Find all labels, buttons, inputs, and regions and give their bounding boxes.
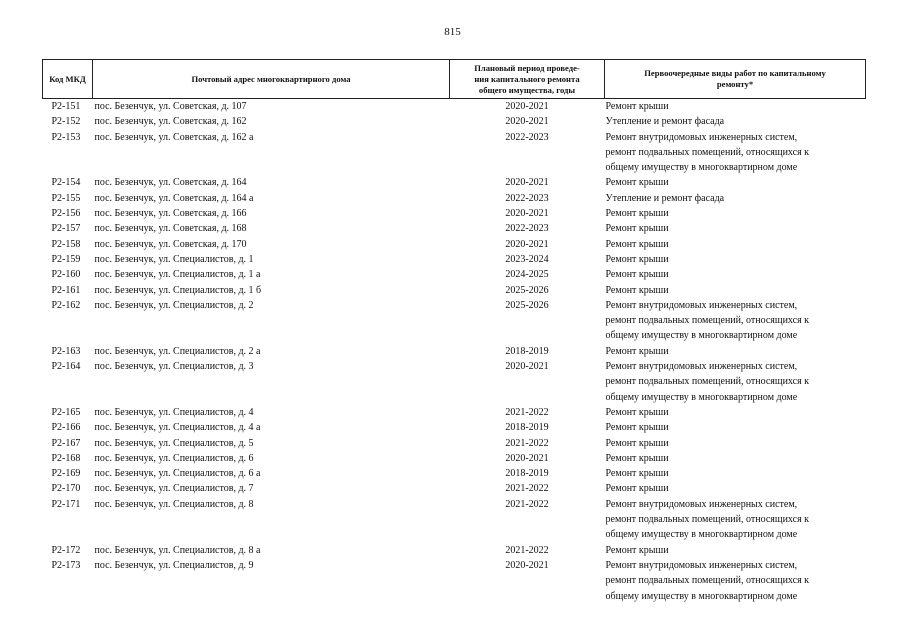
works-line: Ремонт крыши bbox=[605, 223, 669, 235]
period-cell: 2018-2019 bbox=[505, 468, 549, 480]
address-cell: пос. Безенчук, ул. Специалистов, д. 8 а bbox=[94, 544, 261, 556]
table-row bbox=[43, 451, 866, 466]
table-row bbox=[43, 543, 866, 558]
works-line: общему имуществу в многоквартирном доме bbox=[605, 529, 798, 541]
works-cell bbox=[605, 420, 866, 435]
address-cell: пос. Безенчук, ул. Специалистов, д. 6 а bbox=[94, 468, 261, 480]
period-cell: 2022-2023 bbox=[505, 131, 549, 143]
address-cell: пос. Безенчук, ул. Специалистов, д. 1 б bbox=[94, 284, 262, 296]
works-line: Ремонт крыши bbox=[605, 238, 669, 250]
works-cell bbox=[605, 267, 866, 282]
works-line: Ремонт крыши bbox=[605, 437, 669, 449]
works-line: ремонт подвальных помещений, относящихся к bbox=[605, 514, 810, 526]
address-cell: пос. Безенчук, ул. Специалистов, д. 3 bbox=[94, 361, 254, 373]
works-line: Ремонт внутридомовых инженерных систем, bbox=[605, 131, 798, 143]
address-cell: пос. Безенчук, ул. Советская, д. 107 bbox=[94, 101, 247, 112]
works-line: ремонт подвальных помещений, относящихся к bbox=[605, 376, 810, 388]
header-works-line: ремонту* bbox=[716, 79, 754, 89]
mkd-code-cell: Р2-164 bbox=[51, 361, 81, 373]
works-cell bbox=[605, 221, 866, 236]
works-line: Утепление и ремонт фасада bbox=[605, 116, 725, 128]
period-cell: 2020-2021 bbox=[505, 101, 549, 112]
mkd-code-cell: Р2-166 bbox=[51, 422, 81, 434]
works-line: ремонт подвальных помещений, относящихся к bbox=[605, 146, 810, 158]
works-cell bbox=[605, 130, 866, 176]
mkd-code-cell: Р2-153 bbox=[51, 131, 81, 143]
table-row bbox=[43, 405, 866, 420]
period-cell: 2020-2021 bbox=[505, 559, 549, 571]
table-row bbox=[43, 175, 866, 190]
table-row bbox=[43, 481, 866, 496]
works-cell bbox=[605, 283, 866, 298]
table-row bbox=[43, 420, 866, 435]
mkd-code-cell: Р2-157 bbox=[51, 223, 81, 235]
works-cell bbox=[605, 298, 866, 344]
period-cell: 2020-2021 bbox=[505, 361, 549, 373]
table-row bbox=[43, 344, 866, 359]
works-line: Ремонт крыши bbox=[605, 284, 669, 296]
works-line: общему имуществу в многоквартирном доме bbox=[605, 391, 798, 403]
page-number: 815 bbox=[444, 26, 461, 38]
table-row bbox=[43, 298, 866, 344]
period-cell: 2020-2021 bbox=[505, 177, 549, 189]
mkd-code-cell: Р2-162 bbox=[51, 299, 81, 311]
works-line: Ремонт внутридомовых инженерных систем, bbox=[605, 498, 798, 510]
header-works bbox=[605, 60, 866, 99]
period-cell: 2023-2024 bbox=[505, 253, 549, 265]
address-cell: пос. Безенчук, ул. Специалистов, д. 9 bbox=[94, 559, 254, 571]
works-line: общему имуществу в многоквартирном доме bbox=[605, 330, 798, 342]
address-cell: пос. Безенчук, ул. Советская, д. 164 а bbox=[94, 192, 254, 204]
header-period-line: общего имущества, годы bbox=[478, 84, 576, 95]
period-cell: 2021-2022 bbox=[505, 498, 549, 510]
works-line: ремонт подвальных помещений, относящихся к bbox=[605, 315, 810, 327]
works-cell bbox=[605, 344, 866, 359]
table-row bbox=[43, 191, 866, 206]
mkd-code-cell: Р2-160 bbox=[51, 269, 81, 281]
mkd-code-cell: Р2-163 bbox=[51, 345, 81, 357]
works-line: ремонт подвальных помещений, относящихся к bbox=[605, 575, 810, 587]
mkd-code-cell: Р2-170 bbox=[51, 483, 81, 495]
works-line: Ремонт крыши bbox=[605, 406, 669, 418]
header-address: Почтовый адрес многоквартирного дома bbox=[93, 60, 450, 99]
mkd-code-cell: Р2-172 bbox=[51, 544, 81, 556]
header-code: Код МКД bbox=[43, 60, 93, 99]
table-row bbox=[43, 283, 866, 298]
mkd-code-cell: Р2-158 bbox=[51, 238, 81, 250]
works-line: Ремонт внутридомовых инженерных систем, bbox=[605, 361, 798, 373]
address-cell: пос. Безенчук, ул. Специалистов, д. 1 bbox=[94, 253, 254, 265]
mkd-code-cell: Р2-155 bbox=[51, 192, 81, 204]
table-row bbox=[43, 252, 866, 267]
works-line: общему имуществу в многоквартирном доме bbox=[605, 162, 798, 174]
mkd-code-cell: Р2-171 bbox=[51, 498, 81, 510]
table-row bbox=[43, 99, 866, 115]
header-period-line: Плановый период проведе- bbox=[474, 62, 580, 73]
address-cell: пос. Безенчук, ул. Советская, д. 162 bbox=[94, 116, 247, 128]
period-cell: 2022-2023 bbox=[505, 192, 549, 204]
period-cell: 2021-2022 bbox=[505, 406, 549, 418]
mkd-code-cell: Р2-165 bbox=[51, 406, 81, 418]
works-cell bbox=[605, 359, 866, 405]
mkd-code-cell: Р2-152 bbox=[51, 116, 81, 128]
period-cell: 2020-2021 bbox=[505, 208, 549, 220]
header-row bbox=[43, 60, 866, 99]
table-row bbox=[43, 359, 866, 405]
table-row bbox=[43, 237, 866, 252]
address-cell: пос. Безенчук, ул. Специалистов, д. 5 bbox=[94, 437, 254, 449]
mkd-code-cell: Р2-151 bbox=[51, 101, 81, 112]
address-cell: пос. Безенчук, ул. Советская, д. 166 bbox=[94, 208, 247, 220]
table-row bbox=[43, 558, 866, 604]
address-cell: пос. Безенчук, ул. Советская, д. 170 bbox=[94, 238, 247, 250]
works-line: общему имуществу в многоквартирном доме bbox=[605, 590, 798, 602]
works-line: Ремонт крыши bbox=[605, 101, 669, 112]
table-row bbox=[43, 466, 866, 481]
address-cell: пос. Безенчук, ул. Специалистов, д. 2 bbox=[94, 299, 254, 311]
mkd-code-cell: Р2-169 bbox=[51, 468, 81, 480]
address-cell: пос. Безенчук, ул. Советская, д. 162 а bbox=[94, 131, 254, 143]
works-line: Ремонт крыши bbox=[605, 345, 669, 357]
mkd-code-cell: Р2-159 bbox=[51, 253, 81, 265]
mkd-code-cell: Р2-167 bbox=[51, 437, 81, 449]
works-cell bbox=[605, 543, 866, 558]
works-line: Ремонт крыши bbox=[605, 269, 669, 281]
works-cell bbox=[605, 191, 866, 206]
works-cell bbox=[605, 481, 866, 496]
address-cell: пос. Безенчук, ул. Специалистов, д. 6 bbox=[94, 452, 254, 464]
period-cell: 2020-2021 bbox=[505, 116, 549, 128]
table-row bbox=[43, 436, 866, 451]
works-cell bbox=[605, 237, 866, 252]
works-cell bbox=[605, 175, 866, 190]
table-row bbox=[43, 267, 866, 282]
works-cell bbox=[605, 497, 866, 543]
period-cell: 2025-2026 bbox=[505, 299, 549, 311]
address-cell: пос. Безенчук, ул. Специалистов, д. 4 bbox=[94, 406, 254, 418]
works-cell bbox=[605, 252, 866, 267]
header-period bbox=[450, 60, 605, 99]
mkd-code-cell: Р2-161 bbox=[51, 284, 81, 296]
works-line: Ремонт крыши bbox=[605, 452, 669, 464]
table-header bbox=[43, 60, 866, 99]
works-line: Ремонт крыши bbox=[605, 468, 669, 480]
works-line: Ремонт крыши bbox=[605, 544, 669, 556]
address-cell: пос. Безенчук, ул. Специалистов, д. 7 bbox=[94, 483, 254, 495]
address-cell: пос. Безенчук, ул. Специалистов, д. 2 а bbox=[94, 345, 261, 357]
header-period-line: ния капитального ремонта bbox=[474, 73, 580, 84]
works-cell bbox=[605, 99, 866, 115]
address-cell: пос. Безенчук, ул. Специалистов, д. 4 а bbox=[94, 422, 261, 434]
works-cell bbox=[605, 114, 866, 129]
capital-repair-table bbox=[42, 59, 866, 604]
works-cell bbox=[605, 436, 866, 451]
period-cell: 2020-2021 bbox=[505, 452, 549, 464]
works-cell bbox=[605, 466, 866, 481]
works-line: Ремонт крыши bbox=[605, 422, 669, 434]
period-cell: 2021-2022 bbox=[505, 544, 549, 556]
works-line: Ремонт внутридомовых инженерных систем, bbox=[605, 299, 798, 311]
mkd-code-cell: Р2-154 bbox=[51, 177, 81, 189]
works-cell bbox=[605, 405, 866, 420]
table-row bbox=[43, 206, 866, 221]
works-line: Ремонт крыши bbox=[605, 253, 669, 265]
mkd-code-cell: Р2-156 bbox=[51, 208, 81, 220]
address-cell: пос. Безенчук, ул. Советская, д. 164 bbox=[94, 177, 247, 189]
works-line: Ремонт крыши bbox=[605, 483, 669, 495]
period-cell: 2018-2019 bbox=[505, 422, 549, 434]
period-cell: 2025-2026 bbox=[505, 284, 549, 296]
table-row bbox=[43, 130, 866, 176]
address-cell: пос. Безенчук, ул. Советская, д. 168 bbox=[94, 223, 247, 235]
address-cell: пос. Безенчук, ул. Специалистов, д. 1 а bbox=[94, 269, 261, 281]
table-row bbox=[43, 497, 866, 543]
works-cell bbox=[605, 451, 866, 466]
period-cell: 2018-2019 bbox=[505, 345, 549, 357]
period-cell: 2022-2023 bbox=[505, 223, 549, 235]
works-line: Ремонт внутридомовых инженерных систем, bbox=[605, 559, 798, 571]
works-cell bbox=[605, 558, 866, 604]
works-line: Ремонт крыши bbox=[605, 208, 669, 220]
period-cell: 2021-2022 bbox=[505, 437, 549, 449]
period-cell: 2024-2025 bbox=[505, 269, 549, 281]
table-row bbox=[43, 114, 866, 129]
mkd-code-cell: Р2-168 bbox=[51, 452, 81, 464]
works-cell bbox=[605, 206, 866, 221]
table-body bbox=[43, 99, 866, 604]
address-cell: пос. Безенчук, ул. Специалистов, д. 8 bbox=[94, 498, 254, 510]
works-line: Утепление и ремонт фасада bbox=[605, 192, 725, 204]
table-row bbox=[43, 221, 866, 236]
period-cell: 2021-2022 bbox=[505, 483, 549, 495]
header-works-line: Первоочередные виды работ по капитальному bbox=[644, 68, 826, 78]
mkd-code-cell: Р2-173 bbox=[51, 559, 81, 571]
period-cell: 2020-2021 bbox=[505, 238, 549, 250]
works-line: Ремонт крыши bbox=[605, 177, 669, 189]
